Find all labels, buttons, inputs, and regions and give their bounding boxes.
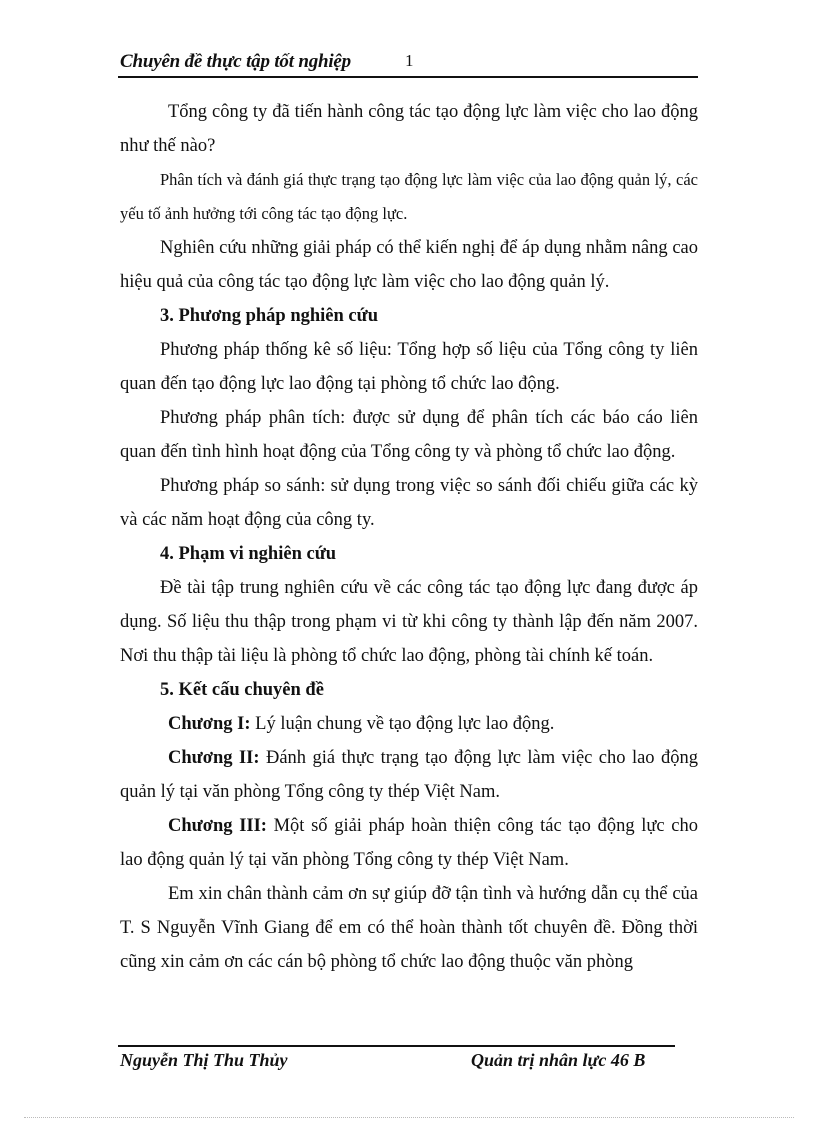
- footer-class: Quản trị nhân lực 46 B: [471, 1050, 646, 1070]
- paragraph: Em xin chân thành cảm ơn sự giúp đỡ tận tình và hướng dẫn cụ thể của T. S Nguyễn Vĩnh Giang để em có thể hoàn thành tốt chuyên đề. Đồng thời cũng xin cảm ơn các cán bộ phòng tổ chức lao động thuộc văn phòng: [120, 884, 698, 972]
- paragraph: Tổng công ty đã tiến hành công tác tạo động lực làm việc cho lao động như thế nào?: [120, 102, 698, 156]
- page-edge-divider: [24, 1117, 794, 1118]
- paragraph: Nghiên cứu những giải pháp có thể kiến nghị để áp dụng nhằm nâng cao hiệu quả của công tác tạo động lực làm việc cho lao động quản lý.: [120, 238, 698, 292]
- chapter-label: Chương II:: [168, 748, 260, 768]
- chapter-line: [120, 707, 698, 741]
- header-divider: [118, 76, 698, 78]
- paragraph: Phương pháp so sánh: sử dụng trong việc so sánh đối chiếu giữa các kỳ và các năm hoạt động của công ty.: [120, 476, 698, 530]
- chapter-line: [120, 741, 698, 809]
- chapter-line: [120, 809, 698, 877]
- chapter-label: Chương I:: [168, 714, 251, 734]
- document-body: [120, 95, 698, 979]
- paragraph: Phương pháp thống kê số liệu: Tổng hợp số liệu của Tổng công ty liên quan đến tạo động lực lao động tại phòng tổ chức lao động.: [120, 340, 698, 394]
- section-heading: 3. Phương pháp nghiên cứu: [160, 306, 379, 326]
- footer-author: Nguyễn Thị Thu Thủy: [120, 1050, 288, 1070]
- paragraph: Phương pháp phân tích: được sử dụng để phân tích các báo cáo liên quan đến tình hình hoạt động của Tổng công ty và phòng tổ chức lao động.: [120, 408, 698, 462]
- paragraph: Đề tài tập trung nghiên cứu về các công tác tạo động lực đang được áp dụng. Số liệu thu thập trong phạm vi từ khi công ty thành lập đến năm 2007. Nơi thu thập tài liệu là phòng tổ chức lao động, phòng tài chính kế toán.: [120, 578, 698, 666]
- chapter-text: Lý luận chung về tạo động lực lao động.: [250, 714, 555, 734]
- section-heading: 5. Kết cấu chuyên đề: [160, 680, 324, 700]
- chapter-label: Chương III:: [168, 816, 267, 836]
- chapter-text: Đánh giá thực trạng tạo động lực làm việc cho lao động quản lý tại văn phòng Tổng công ty thép Việt Nam.: [120, 748, 698, 802]
- section-heading: 4. Phạm vi nghiên cứu: [160, 544, 337, 564]
- footer-divider: [118, 1045, 675, 1047]
- chapter-text: Một số giải pháp hoàn thiện công tác tạo động lực cho lao động quản lý tại văn phòng Tổng công ty thép Việt Nam.: [120, 816, 698, 870]
- header-title: Chuyên đề thực tập tốt nghiệp: [120, 51, 351, 72]
- page-number: 1: [405, 51, 414, 70]
- paragraph: Phân tích và đánh giá thực trạng tạo động lực làm việc của lao động quản lý, các yếu tố ảnh hưởng tới công tác tạo động lực.: [120, 170, 698, 223]
